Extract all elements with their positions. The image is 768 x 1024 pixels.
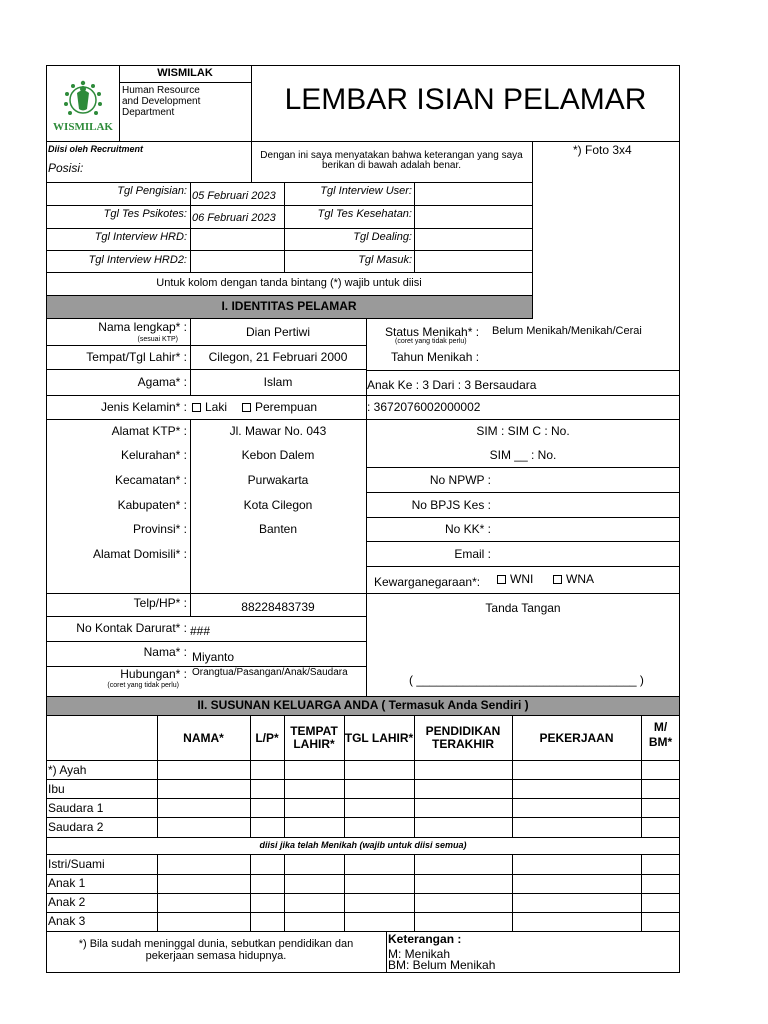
ttd-line[interactable]: ( _________________________________ ) <box>409 673 644 687</box>
tgl-masuk-label: Tgl Masuk: <box>358 254 412 266</box>
darurat-nama-value[interactable]: Miyanto <box>192 650 235 664</box>
checkbox-wni[interactable] <box>497 575 506 584</box>
hubungan-value[interactable]: Orangtua/Pasangan/Anak/Saudara <box>192 667 348 678</box>
form-title: LEMBAR ISIAN PELAMAR <box>284 83 647 116</box>
checkbox-laki[interactable] <box>192 403 201 412</box>
kecamatan-label: Kecamatan* : <box>114 473 187 487</box>
foto-label: *) Foto 3x4 <box>573 143 632 157</box>
jk-laki-option[interactable] <box>192 400 227 414</box>
kelurahan-value[interactable]: Kebon Dalem <box>241 448 315 462</box>
company-logo <box>52 76 114 136</box>
footnote-line1: *) Bila sudah meninggal dunia, sebutkan pendidikan dan <box>78 938 354 950</box>
tgl-pengisian-value[interactable]: 05 Februari 2023 <box>192 190 276 202</box>
tgl-interview-hrd2-label: Tgl Interview HRD2: <box>88 254 187 266</box>
kelurahan-label: Kelurahan* : <box>120 448 187 462</box>
nik-value[interactable]: : 3672076002000002 <box>367 400 481 414</box>
wna-label: WNA <box>566 572 594 586</box>
row-saudara-2: Saudara 2 <box>48 820 104 834</box>
keterangan-title: Keterangan : <box>388 932 462 946</box>
provinsi-value[interactable]: Banten <box>258 522 298 536</box>
col-pend-1: PENDIDIKAN <box>425 724 501 738</box>
col-pekerjaan: PEKERJAAN <box>539 731 614 745</box>
keterangan-m: M: Menikah <box>388 947 451 961</box>
tgl-interview-hrd-label: Tgl Interview HRD: <box>94 231 187 243</box>
alamat-label: Alamat KTP* : <box>111 424 187 438</box>
jk-label: Jenis Kelamin* : <box>100 400 187 414</box>
checkbox-perempuan[interactable] <box>242 403 251 412</box>
ttd-label: Tanda Tangan <box>485 601 561 615</box>
alamat-value[interactable]: Jl. Mawar No. 043 <box>229 424 327 438</box>
tgl-tes-psikotes-value[interactable]: 06 Februari 2023 <box>192 212 276 224</box>
agama-value[interactable]: Islam <box>263 375 293 389</box>
statement-line2: berikan di bawah adalah benar. <box>322 160 461 171</box>
jk-perempuan-option[interactable] <box>242 400 317 414</box>
keterangan-bm: BM: Belum Menikah <box>388 958 496 972</box>
darurat-value[interactable]: ### <box>190 624 211 638</box>
kewarganegaraan-label: Kewarganegaraan*: <box>374 575 481 589</box>
tgl-pengisian-label: Tgl Pengisian: <box>117 185 187 197</box>
row-ibu: Ibu <box>48 782 65 796</box>
row-anak-3: Anak 3 <box>48 914 86 928</box>
col-tgl: TGL LAHIR* <box>344 731 414 745</box>
col-mbm-1: M/ <box>653 720 668 734</box>
tgl-dealing-label: Tgl Dealing: <box>353 231 412 243</box>
checkbox-wna[interactable] <box>553 575 562 584</box>
dept-line2: and Development <box>122 96 201 107</box>
col-lp: L/P* <box>255 731 279 745</box>
mandatory-note: Untuk kolom dengan tanda bintang (*) wajib untuk diisi <box>156 277 422 289</box>
section2-title: II. SUSUNAN KELUARGA ANDA ( Termasuk Anda Sendiri ) <box>197 698 529 712</box>
company-name: WISMILAK <box>157 67 213 79</box>
nama-value[interactable]: Dian Pertiwi <box>245 325 311 339</box>
dept-line3: Department <box>122 107 175 118</box>
hubungan-sub: (coret yang tidak perlu) <box>107 682 179 689</box>
col-pend-2: TERAKHIR <box>432 737 494 751</box>
recruit-label: Diisi oleh Recruitment <box>48 144 144 154</box>
married-note: diisi jika telah Menikah (wajib untuk diisi semua) <box>259 840 467 850</box>
row-ayah: *) Ayah <box>48 763 87 777</box>
kecamatan-value[interactable]: Purwakarta <box>247 473 309 487</box>
domisili-label: Alamat Domisili* : <box>92 547 187 561</box>
darurat-label: No Kontak Darurat* : <box>76 621 187 635</box>
npwp-label: No NPWP : <box>429 473 491 487</box>
col-nama: NAMA* <box>183 731 224 745</box>
row-saudara-1: Saudara 1 <box>48 801 104 815</box>
row-anak-1: Anak 1 <box>48 876 86 890</box>
anak-ke[interactable]: Anak Ke : 3 Dari : 3 Bersaudara <box>367 378 537 392</box>
kk-label: No KK* : <box>444 522 491 536</box>
kabupaten-value[interactable]: Kota Cilegon <box>243 498 313 512</box>
wna-option[interactable] <box>553 572 594 586</box>
hubungan-label: Hubungan* : <box>120 667 187 681</box>
section1-title: I. IDENTITAS PELAMAR <box>221 299 357 313</box>
ttl-label: Tempat/Tgl Lahir* : <box>86 350 187 364</box>
telp-label: Telp/HP* : <box>133 596 187 610</box>
nama-label: Nama lengkap* : <box>98 320 187 334</box>
footnote-line2: pekerjaan semasa hidupnya. <box>145 950 287 962</box>
status-sub: (coret yang tidak perlu) <box>395 338 467 345</box>
sim2[interactable]: SIM __ : No. <box>489 448 557 462</box>
col-mbm-2: BM* <box>648 735 673 749</box>
wni-option[interactable] <box>497 572 533 586</box>
ttl-value[interactable]: Cilegon, 21 Februari 2000 <box>208 350 348 364</box>
tgl-tes-psikotes-label: Tgl Tes Psikotes: <box>103 208 187 220</box>
agama-label: Agama* : <box>137 375 187 389</box>
col-tempat-2: LAHIR* <box>293 737 335 751</box>
sim1[interactable]: SIM : SIM C : No. <box>476 424 570 438</box>
email-label: Email : <box>454 547 491 561</box>
status-value[interactable]: Belum Menikah/Menikah/Cerai <box>492 325 642 337</box>
tahun-menikah-label: Tahun Menikah : <box>391 350 480 364</box>
provinsi-label: Provinsi* : <box>132 522 187 536</box>
dept-line1: Human Resource <box>122 85 200 96</box>
telp-value[interactable]: 88228483739 <box>241 600 315 614</box>
posisi-label[interactable]: Posisi: <box>48 161 84 175</box>
jk-perempuan-label: Perempuan <box>255 400 318 414</box>
row-anak-2: Anak 2 <box>48 895 86 909</box>
col-tempat-1: TEMPAT <box>290 724 338 738</box>
bpjs-label: No BPJS Kes : <box>411 498 491 512</box>
tgl-tes-kesehatan-label: Tgl Tes Kesehatan: <box>317 208 412 220</box>
jk-laki-label: Laki <box>205 400 228 414</box>
status-label: Status Menikah* : <box>385 325 480 339</box>
nama-sub: (sesuai KTP) <box>137 336 178 343</box>
kabupaten-label: Kabupaten* : <box>117 498 187 512</box>
wni-label: WNI <box>510 572 534 586</box>
darurat-nama-label: Nama* : <box>143 645 187 659</box>
row-istri-suami: Istri/Suami <box>48 857 105 871</box>
statement-line1: Dengan ini saya menyatakan bahwa keterangan yang saya <box>260 150 523 161</box>
tgl-interview-user-label: Tgl Interview User: <box>320 185 412 197</box>
logo-text: WISMILAK <box>53 121 113 133</box>
